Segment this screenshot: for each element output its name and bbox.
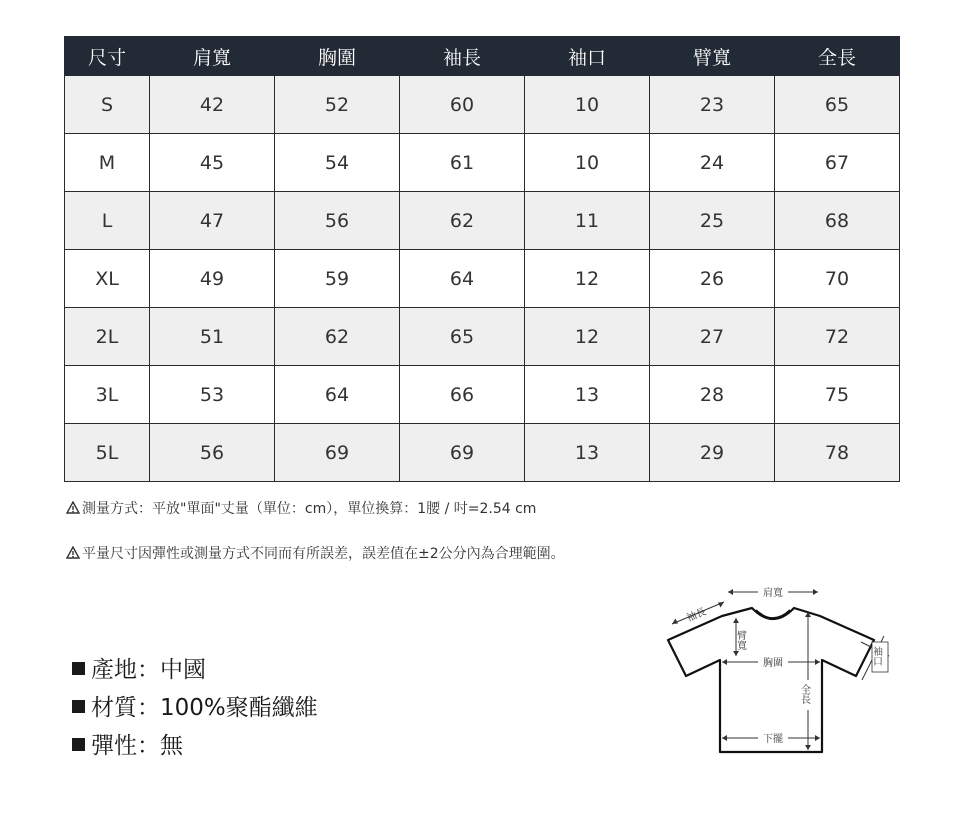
cell-cuff: 13 (525, 366, 650, 424)
label-total-length: 全長 (798, 684, 810, 704)
cell-sleeve-length: 64 (400, 250, 525, 308)
label-shoulder: 肩寬 (763, 588, 783, 599)
cell-shoulder: 49 (150, 250, 275, 308)
cell-arm-width: 29 (650, 424, 775, 482)
cell-arm-width: 28 (650, 366, 775, 424)
cell-size: 5L (65, 424, 150, 482)
cell-chest: 59 (275, 250, 400, 308)
cell-total-length: 75 (775, 366, 900, 424)
cell-total-length: 67 (775, 134, 900, 192)
spec-origin-text: 產地：中國 (91, 657, 206, 683)
header-cuff: 袖口 (525, 37, 650, 76)
cell-chest: 54 (275, 134, 400, 192)
tolerance-text: 平量尺寸因彈性或測量方式不同而有所誤差，誤差值在±2公分內為合理範圍。 (82, 546, 565, 562)
label-cuff: 袖口 (870, 646, 882, 666)
table-row (65, 308, 900, 366)
table-header-row (65, 37, 900, 76)
size-chart-table (64, 36, 900, 482)
warning-icon (66, 546, 80, 559)
cell-size: 3L (65, 366, 150, 424)
tshirt-outline (668, 608, 874, 752)
table-row (65, 192, 900, 250)
spec-elasticity-text: 彈性：無 (91, 733, 183, 759)
table-row (65, 424, 900, 482)
cell-arm-width: 26 (650, 250, 775, 308)
warning-icon (66, 501, 80, 514)
cell-sleeve-length: 60 (400, 76, 525, 134)
table-body (65, 76, 900, 482)
cell-chest: 69 (275, 424, 400, 482)
cell-sleeve-length: 69 (400, 424, 525, 482)
bullet-square-icon (72, 700, 85, 713)
cell-total-length: 65 (775, 76, 900, 134)
cell-cuff: 13 (525, 424, 650, 482)
header-chest: 胸圍 (275, 37, 400, 76)
cell-sleeve-length: 66 (400, 366, 525, 424)
cell-chest: 62 (275, 308, 400, 366)
header-shoulder: 肩寬 (150, 37, 275, 76)
spec-material-text: 材質：100%聚酯纖維 (91, 695, 318, 721)
spec-elasticity (72, 727, 183, 760)
cell-chest: 52 (275, 76, 400, 134)
label-hem: 下擺 (763, 734, 783, 745)
cell-cuff: 12 (525, 308, 650, 366)
header-size: 尺寸 (65, 37, 150, 76)
cell-total-length: 78 (775, 424, 900, 482)
cell-arm-width: 25 (650, 192, 775, 250)
cell-cuff: 10 (525, 134, 650, 192)
bullet-square-icon (72, 738, 85, 751)
cell-total-length: 72 (775, 308, 900, 366)
cell-cuff: 10 (525, 76, 650, 134)
cell-chest: 56 (275, 192, 400, 250)
cell-size: S (65, 76, 150, 134)
cell-size: L (65, 192, 150, 250)
cell-sleeve-length: 65 (400, 308, 525, 366)
cell-cuff: 11 (525, 192, 650, 250)
label-sleeve-length: 袖長 (685, 606, 708, 625)
cell-arm-width: 24 (650, 134, 775, 192)
cell-shoulder: 51 (150, 308, 275, 366)
cell-total-length: 70 (775, 250, 900, 308)
measure-method-note (66, 498, 536, 518)
cell-shoulder: 45 (150, 134, 275, 192)
cell-shoulder: 47 (150, 192, 275, 250)
cell-sleeve-length: 61 (400, 134, 525, 192)
label-chest: 胸圍 (763, 658, 783, 669)
tolerance-note (66, 543, 565, 563)
cell-arm-width: 27 (650, 308, 775, 366)
header-sleeve-length: 袖長 (400, 37, 525, 76)
table-row (65, 366, 900, 424)
measure-method-text: 測量方式：平放"單面"丈量（單位：cm），單位換算：1腰 / 吋=2.54 cm (82, 501, 537, 517)
cell-total-length: 68 (775, 192, 900, 250)
cell-size: 2L (65, 308, 150, 366)
cell-shoulder: 42 (150, 76, 275, 134)
cell-chest: 64 (275, 366, 400, 424)
cell-size: M (65, 134, 150, 192)
tshirt-measurement-diagram (666, 580, 906, 765)
cell-sleeve-length: 62 (400, 192, 525, 250)
table-row (65, 134, 900, 192)
header-arm-width: 臂寬 (650, 37, 775, 76)
spec-origin (72, 651, 206, 684)
spec-material (72, 689, 318, 722)
label-arm-width: 臂寬 (734, 630, 746, 650)
cell-cuff: 12 (525, 250, 650, 308)
cell-shoulder: 53 (150, 366, 275, 424)
table-row (65, 76, 900, 134)
bullet-square-icon (72, 662, 85, 675)
header-total-length: 全長 (775, 37, 900, 76)
cell-arm-width: 23 (650, 76, 775, 134)
cell-shoulder: 56 (150, 424, 275, 482)
cell-size: XL (65, 250, 150, 308)
table-row (65, 250, 900, 308)
